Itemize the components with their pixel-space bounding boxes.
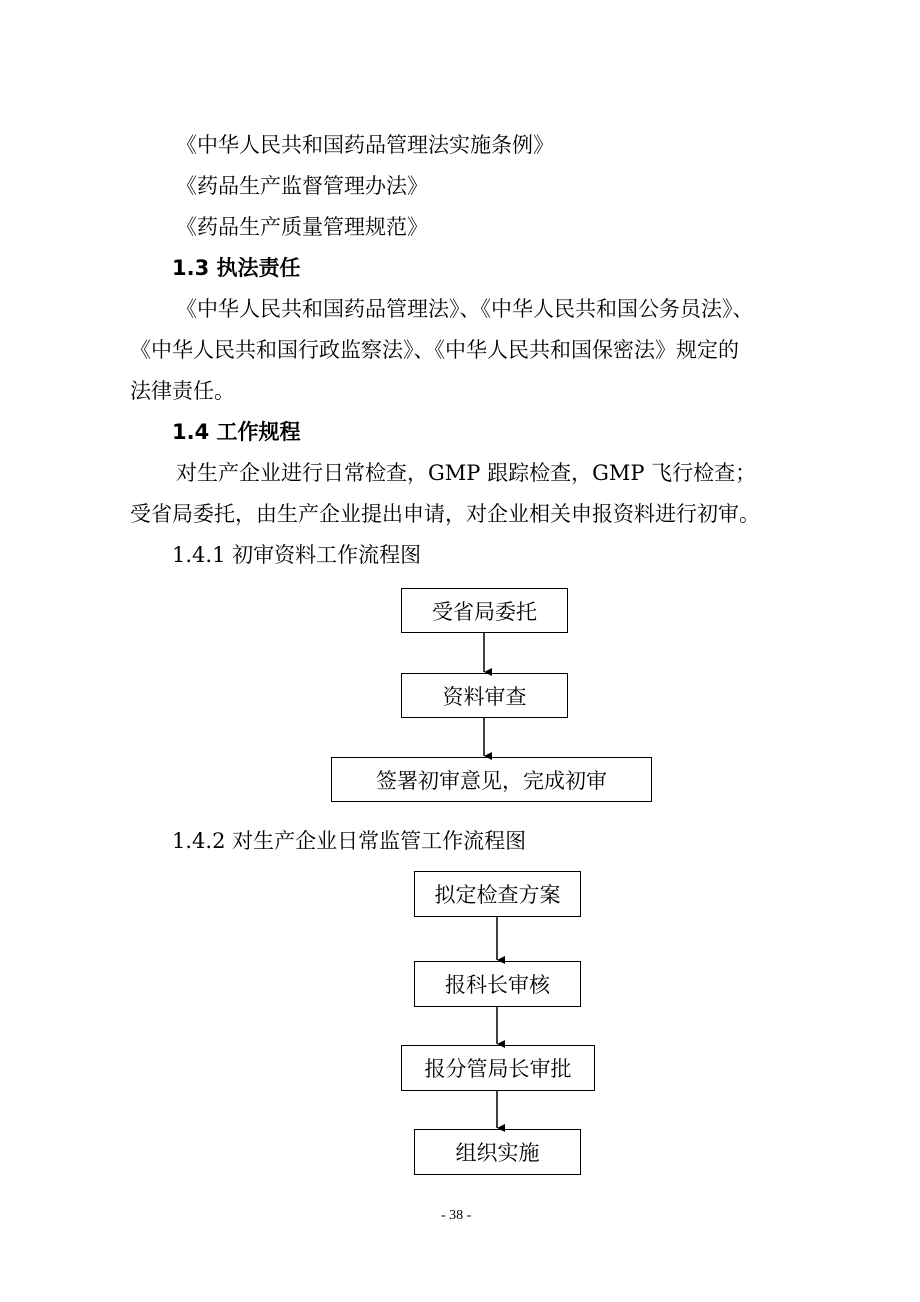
flow2-step-2: 报科长审核 (414, 961, 581, 1007)
paragraph-1-4-line-1: 对生产企业进行日常检查，GMP 跟踪检查，GMP 飞行检查； (176, 461, 757, 485)
section-heading-1-3: 1.3 执法责任 (172, 256, 301, 280)
subsection-heading-1-4-2: 1.4.2 对生产企业日常监管工作流程图 (172, 829, 527, 853)
regulation-title-1: 《中华人民共和国药品管理法实施条例》 (176, 133, 554, 157)
section-heading-1-4: 1.4 工作规程 (172, 420, 301, 444)
paragraph-1-3-line-1: 《中华人民共和国药品管理法》、《中华人民共和国公务员法》、 (176, 297, 754, 321)
subsection-heading-1-4-1: 1.4.1 初审资料工作流程图 (172, 543, 422, 567)
flow2-step-4: 组织实施 (414, 1129, 581, 1175)
paragraph-1-3-line-2: 《中华人民共和国行政监察法》、《中华人民共和国保密法》规定的 (130, 338, 739, 362)
paragraph-1-3-line-3: 法律责任。 (130, 379, 235, 403)
flow2-step-3: 报分管局长审批 (401, 1045, 595, 1091)
flow1-step-1: 受省局委托 (401, 588, 568, 633)
regulation-title-2: 《药品生产监督管理办法》 (176, 174, 428, 198)
page-number: - 38 - (441, 1208, 472, 1223)
flow1-step-2: 资料审查 (401, 673, 568, 718)
flow1-step-3: 签署初审意见，完成初审 (331, 757, 652, 802)
flow2-step-1: 拟定检查方案 (414, 871, 581, 917)
regulation-title-3: 《药品生产质量管理规范》 (176, 215, 428, 239)
paragraph-1-4-line-2: 受省局委托，由生产企业提出申请，对企业相关申报资料进行初审。 (130, 502, 760, 526)
